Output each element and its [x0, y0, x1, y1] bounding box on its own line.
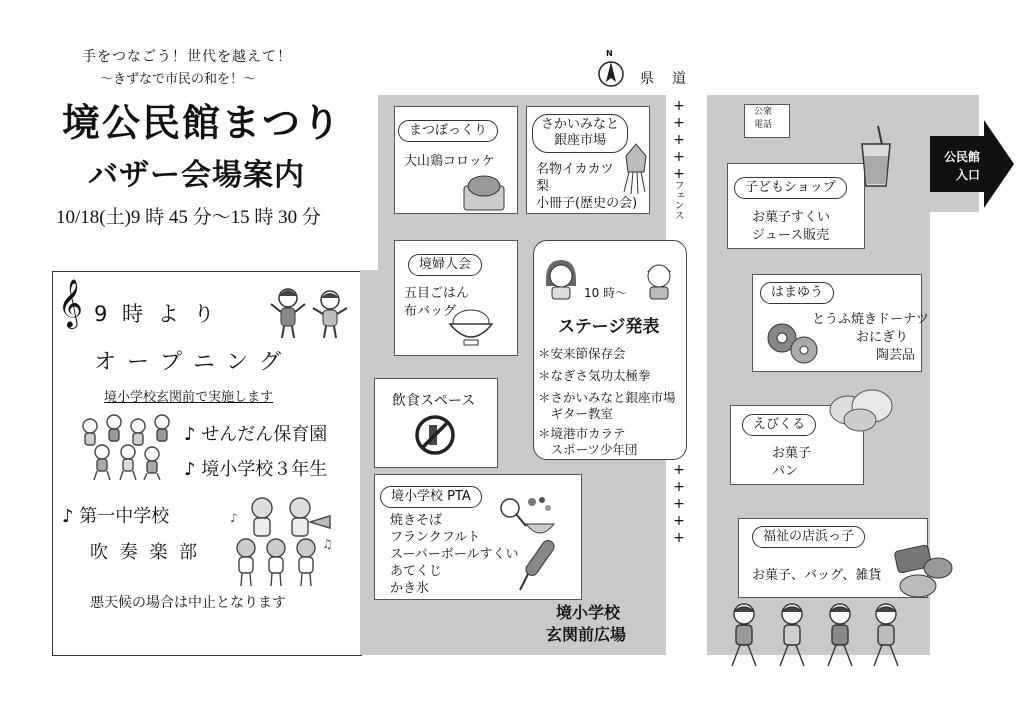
booth-sakaiminato-name	[532, 114, 628, 153]
booth-ebikuru-item-2: パン	[772, 464, 799, 479]
booth-kodomo-item-1: お菓子すくい	[752, 210, 831, 225]
booth-pta-item-5: かき氷	[390, 581, 430, 596]
booth-pta-item-2: フランクフルト	[390, 530, 481, 545]
booth-fukushi-name: 福祉の店浜っ子	[752, 526, 865, 548]
booth-pta-item-1: 焼きそば	[390, 513, 443, 528]
fence-marks-top: + + + + +	[673, 98, 685, 182]
stage-act-4: ギター教室	[538, 406, 613, 421]
plaza-label-1: 境小学校	[556, 603, 621, 622]
opening-time: 9 時 よ り	[94, 302, 219, 326]
booth-sakaiminato-item-1: 名物イカカツ	[536, 162, 614, 177]
fence-label: フェンス	[672, 180, 683, 220]
booth-matsubokkuri-items: 大山鶏コロッケ	[404, 154, 495, 169]
opening-title: オ ー プ ニ ン グ	[94, 350, 283, 375]
event-datetime: 10/18(土)9 時 45 分～15 時 30 分	[56, 207, 321, 228]
stage-time: 10 時～	[584, 286, 628, 300]
stage-title: ステージ発表	[558, 317, 660, 337]
croquette-icon	[458, 168, 512, 212]
frankfurt-icon	[514, 536, 564, 592]
tagline-2: ～きずなで市民の和を！～	[100, 72, 257, 87]
weather-note: 悪天候の場合は中止となります	[90, 595, 286, 611]
eating-space-label: 飲食スペース	[392, 393, 476, 409]
road-label: 県 道	[640, 71, 688, 87]
fence-marks-bottom: + + + + +	[673, 462, 685, 546]
dancing-children-icon	[74, 412, 178, 482]
rice-bowl-icon	[446, 304, 496, 348]
booth-hamayuu-item-2: おにぎり	[856, 330, 909, 345]
north-label: N	[606, 49, 613, 58]
performer-man-icon	[638, 256, 680, 300]
entrance-label-1: 公民館	[944, 150, 981, 164]
booth-hamayuu-item-3: 陶芸品	[876, 348, 916, 363]
two-kids-icon	[266, 284, 354, 340]
booth-matsubokkuri-name: まつぼっくり	[398, 120, 498, 142]
band-line-1: ♪ 第一中学校	[62, 506, 170, 527]
entrance-label-2: 入口	[956, 168, 981, 182]
performer-2: ♪ 境小学校３年生	[184, 459, 328, 480]
bread-icon	[826, 384, 896, 434]
band-line-2: 吹 奏 楽 部	[90, 542, 201, 563]
superball-scoop-icon	[496, 494, 562, 542]
booth-fujinkai-item-1: 五目ごはん	[404, 286, 470, 301]
brass-band-icon	[226, 492, 342, 588]
booth-fukushi-items: お菓子、バッグ、雑貨	[752, 568, 882, 583]
sweets-icon	[892, 540, 958, 602]
booth-fujinkai-item-2: 布バッグ	[404, 304, 457, 319]
stage-act-6: スポーツ少年団	[538, 442, 638, 457]
booth-sakaiminato-name-2: 銀座市場	[554, 133, 607, 149]
squid-icon	[616, 142, 656, 196]
page-title: 境公民館まつり	[62, 101, 343, 145]
plaza-label-2: 玄関前広場	[546, 625, 627, 644]
stage-act-1: ＊安来節保存会	[538, 346, 626, 361]
tagline-1: 手をつなごう！世代を越えて！	[82, 49, 292, 65]
booth-ebikuru-item-1: お菓子	[772, 446, 812, 461]
stage-act-2: ＊なぎさ気功太極拳	[538, 368, 651, 383]
booth-kodomo-name: 子どもショップ	[734, 177, 847, 199]
booth-hamayuu-name: はまゆう	[760, 282, 834, 304]
donut-icon	[762, 318, 824, 368]
booth-sakaiminato-name-1: さかいみなと	[541, 117, 620, 132]
svg-text:♪: ♪	[230, 511, 238, 525]
walking-children-icon	[718, 600, 918, 676]
stage-act-3: ＊さかいみなと銀座市場	[538, 390, 676, 405]
opening-location: 境小学校玄関前で実施します	[104, 390, 274, 405]
stage-act-5: ＊境港市カラテ	[538, 426, 626, 441]
performer-1: ♪ せんだん保育園	[184, 424, 328, 445]
booth-pta-item-4: あてくじ	[390, 564, 443, 579]
booth-sakaiminato-item-3: 小冊子(歴史の会)	[536, 196, 638, 211]
booth-pta-item-3: スーパーボールすくい	[390, 547, 519, 562]
booth-hamayuu-item-1: とうふ焼きドーナツ	[812, 312, 929, 327]
juice-cup-icon	[856, 124, 896, 188]
booth-pta-name: 境小学校 PTA	[380, 486, 482, 508]
public-phone-label: 公衆 電話	[754, 107, 773, 130]
treble-clef-icon: 𝄞	[58, 278, 83, 327]
no-drinking-icon	[414, 414, 456, 456]
booth-fujinkai-name: 境婦人会	[408, 254, 482, 276]
booth-kodomo-item-2: ジュース販売	[752, 228, 830, 243]
performer-woman-icon	[540, 256, 582, 300]
svg-text:♫: ♫	[322, 537, 333, 551]
booth-ebikuru-name: えびくる	[742, 414, 816, 436]
booth-sakaiminato-item-2: 梨	[536, 179, 550, 194]
page-subtitle: バザー会場案内	[88, 158, 305, 193]
